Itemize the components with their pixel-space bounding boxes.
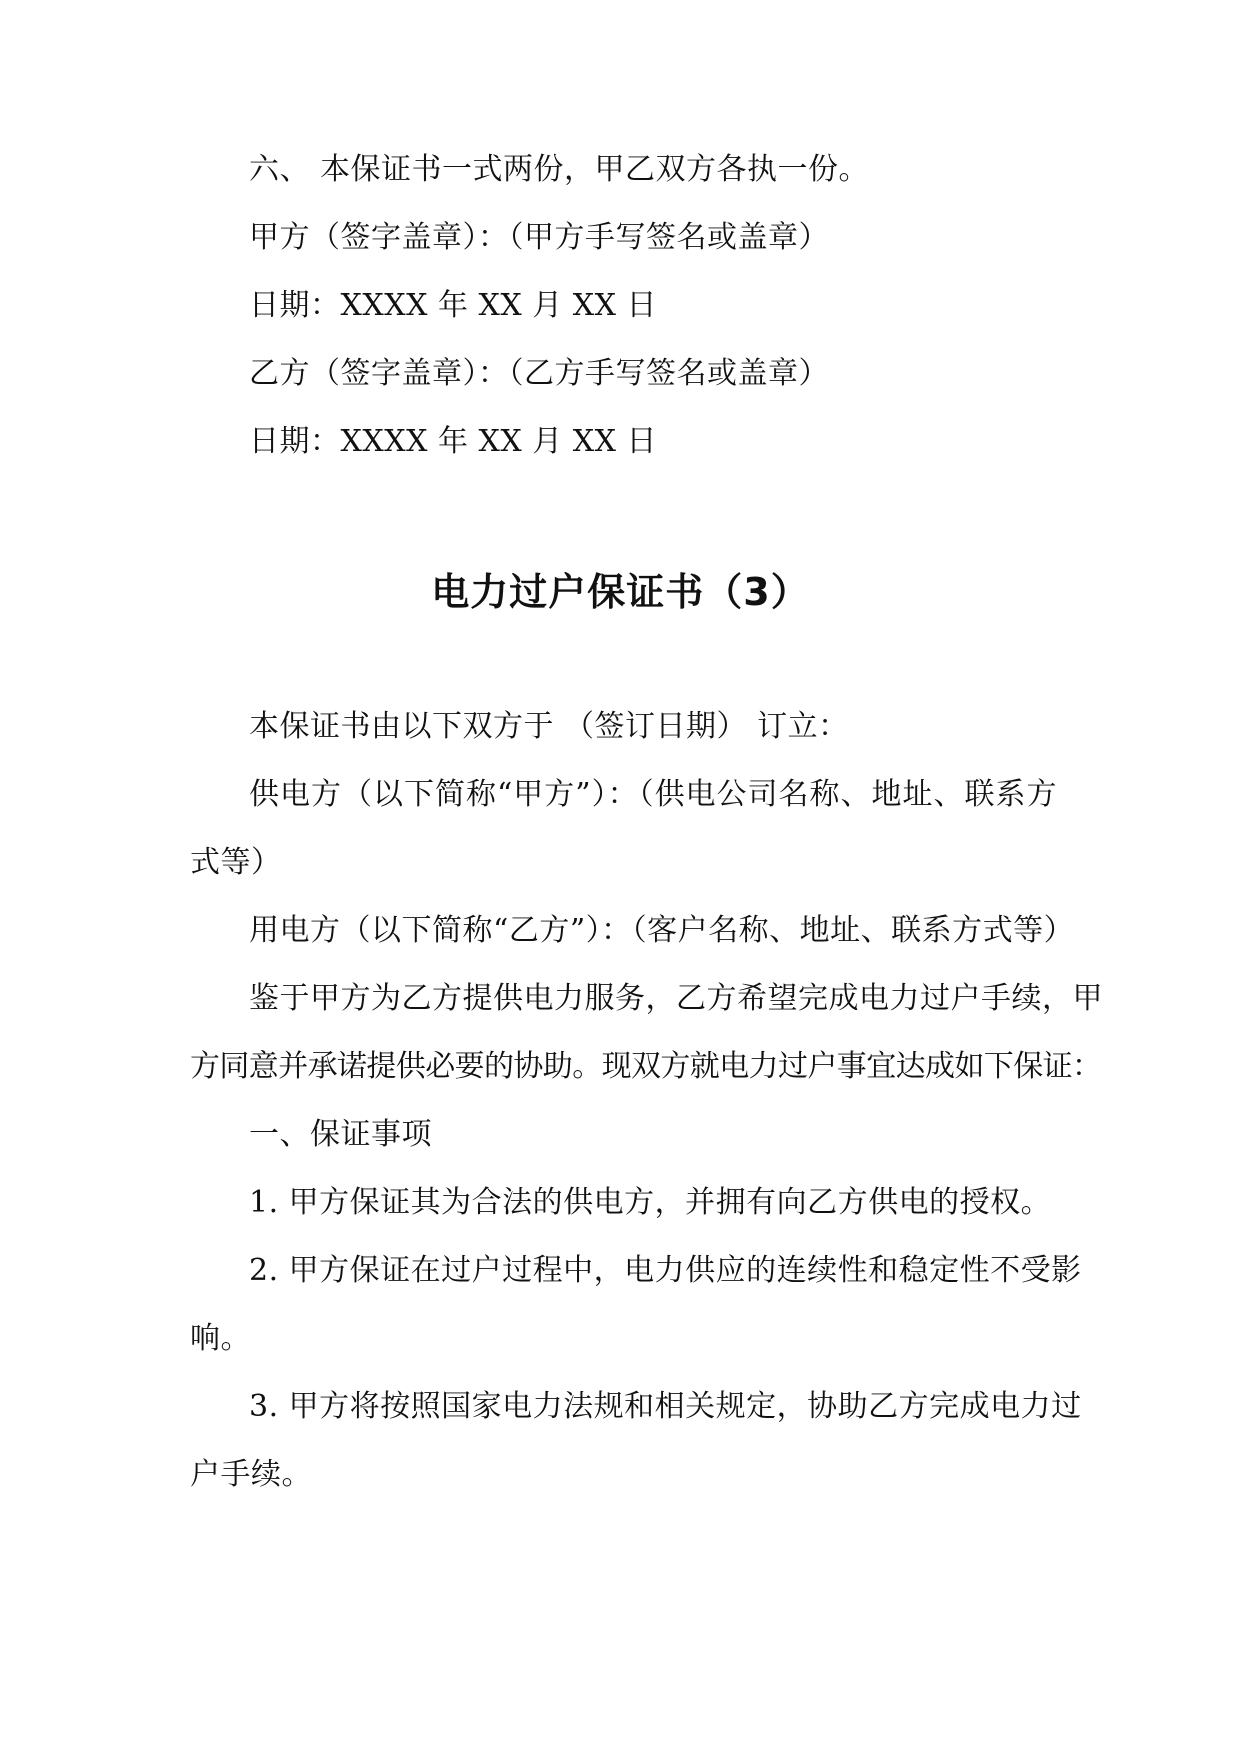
guarantee-item-3-line1: 3. 甲方将按照国家电力法规和相关规定，协助乙方完成电力过: [249, 1389, 1082, 1424]
party-a-description-line2: 式等）: [190, 845, 282, 880]
recital-line1: 鉴于甲方为乙方提供电力服务，乙方希望完成电力过户手续，甲: [249, 981, 1103, 1016]
intro-line: 本保证书由以下双方于 （签订日期） 订立：: [249, 709, 849, 744]
document-title: 电力过户保证书（3）: [431, 570, 810, 614]
guarantee-item-2-line2: 响。: [190, 1321, 251, 1356]
section-one-heading: 一、保证事项: [249, 1117, 432, 1152]
party-b-signature-line: 乙方（签字盖章）：（乙方手写签名或盖章）: [249, 356, 829, 391]
party-b-description: 用电方（以下简称“乙方”）：（客户名称、地址、联系方式等）: [249, 913, 1075, 948]
recital-line2: 方同意并承诺提供必要的协助。现双方就电力过户事宜达成如下保证：: [190, 1049, 1102, 1084]
guarantee-item-2-line1: 2. 甲方保证在过户过程中，电力供应的连续性和稳定性不受影: [249, 1253, 1082, 1288]
guarantee-item-3-line2: 户手续。: [190, 1457, 312, 1492]
party-a-signature-line: 甲方（签字盖章）：（甲方手写签名或盖章）: [249, 220, 829, 255]
party-a-date-line: 日期：XXXX 年 XX 月 XX 日: [249, 288, 658, 323]
party-a-description-line1: 供电方（以下简称“甲方”）：（供电公司名称、地址、联系方: [249, 777, 1057, 812]
clause-six: 六、 本保证书一式两份，甲乙双方各执一份。: [249, 152, 870, 187]
guarantee-item-1: 1. 甲方保证其为合法的供电方，并拥有向乙方供电的授权。: [249, 1185, 1052, 1220]
party-b-date-line: 日期：XXXX 年 XX 月 XX 日: [249, 424, 658, 459]
